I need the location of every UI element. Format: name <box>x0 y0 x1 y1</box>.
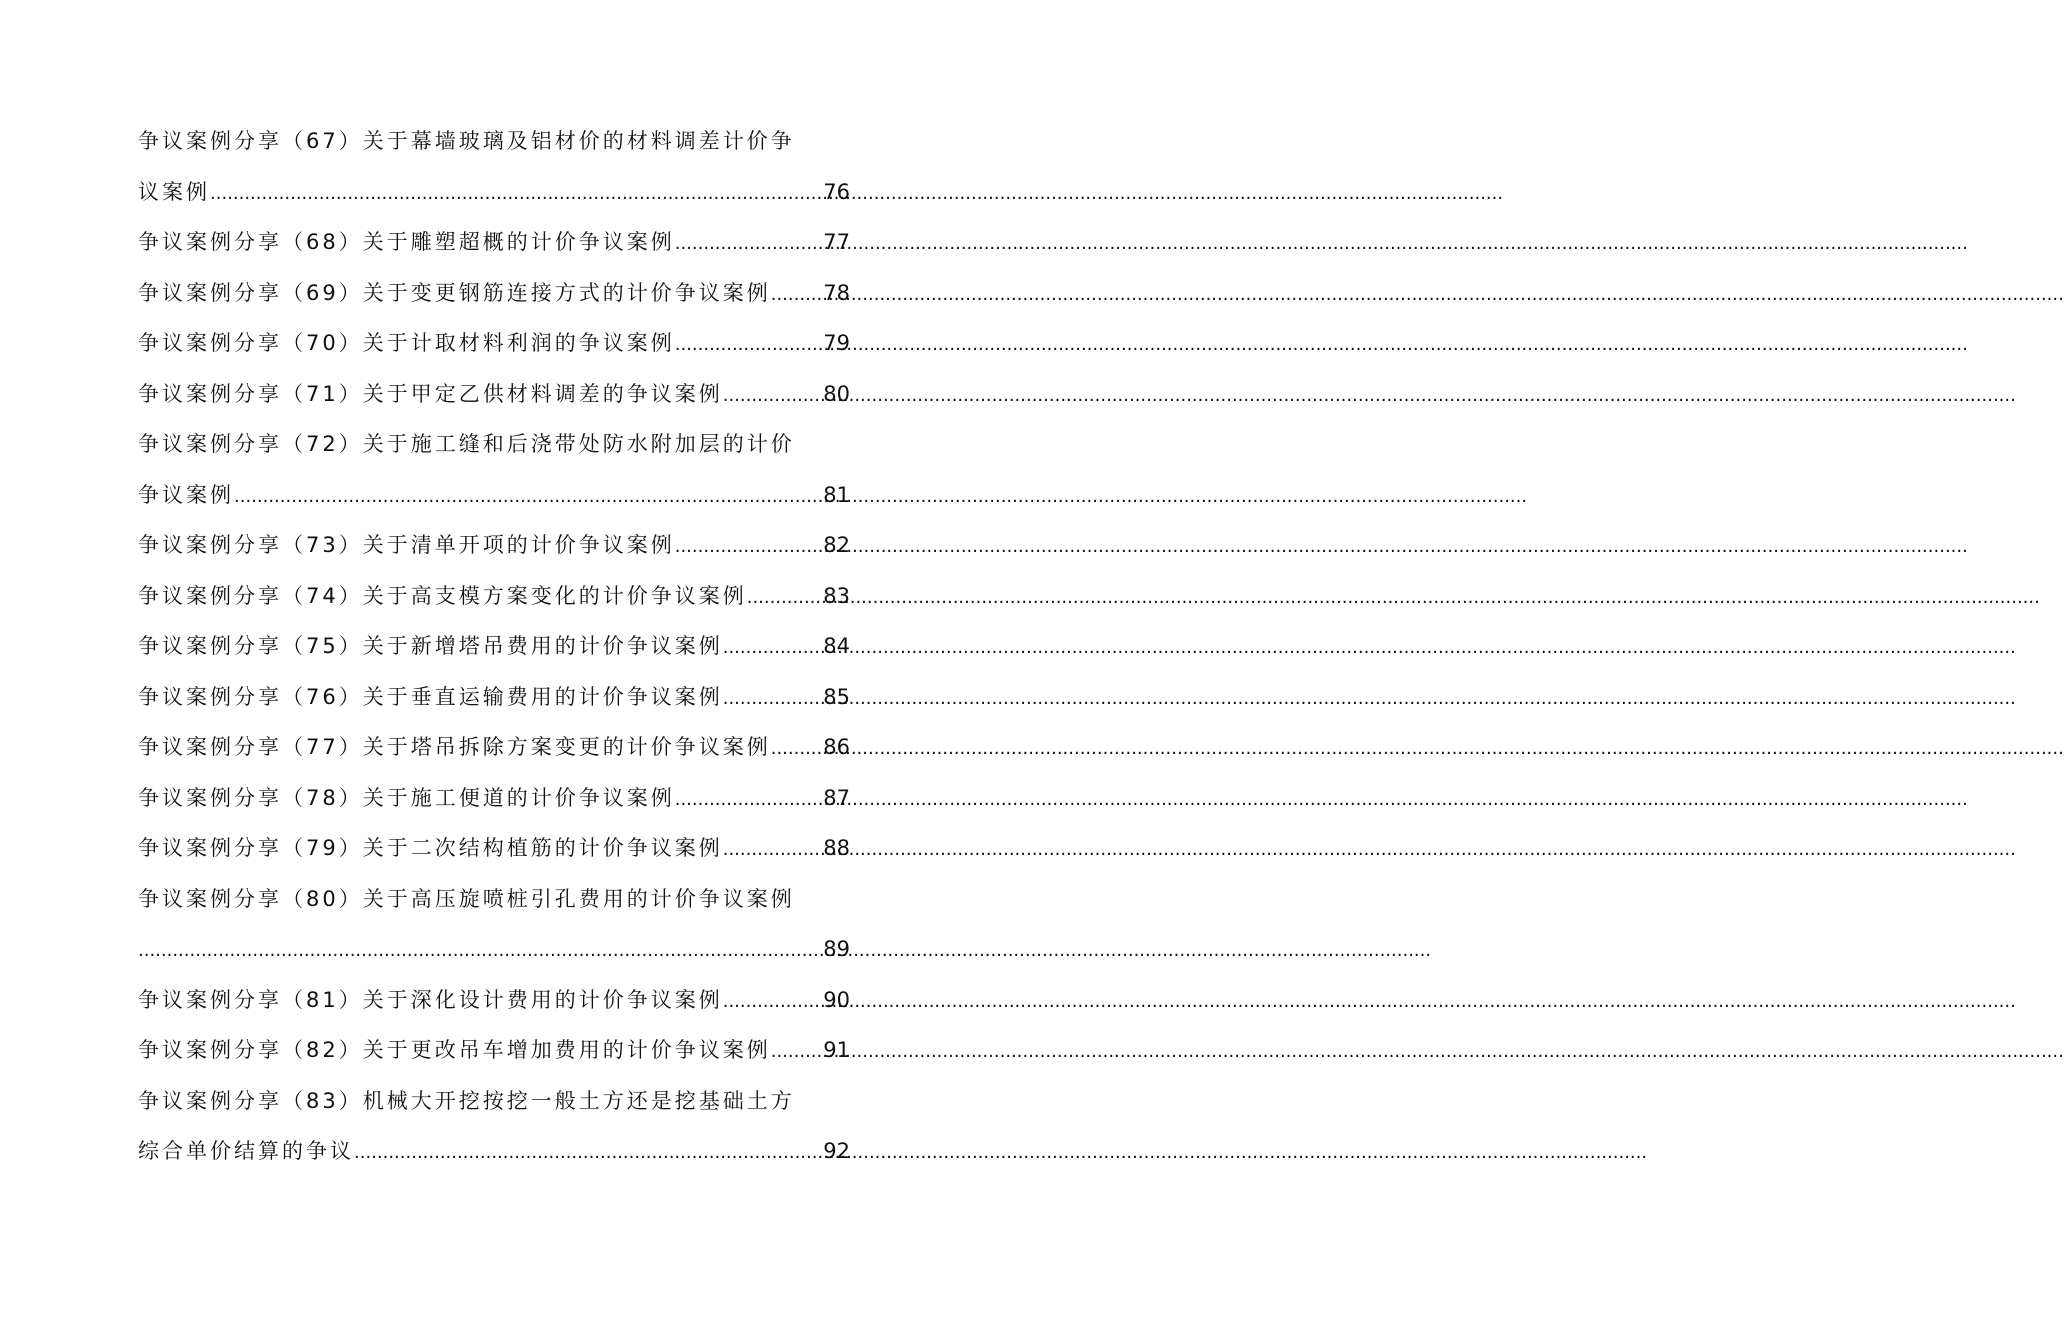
dot-leader <box>723 623 822 674</box>
toc-entry[interactable] <box>138 419 850 520</box>
toc-page-number: 80 <box>823 381 850 406</box>
toc-page-number: 78 <box>823 280 850 305</box>
toc-entry[interactable] <box>138 268 850 319</box>
dot-leader <box>771 270 822 321</box>
toc-entry[interactable] <box>138 823 850 874</box>
toc-page-number: 89 <box>823 937 850 961</box>
toc-entry-title: 争议案例分享（79）关于二次结构植筋的计价争议案例 <box>138 836 723 860</box>
toc-entry[interactable] <box>138 369 850 420</box>
toc-page-number: 91 <box>823 1038 850 1062</box>
toc-page-number: 92 <box>823 1139 850 1163</box>
toc-page-number: 85 <box>823 684 850 709</box>
toc-entry-title: 争议案例分享（73）关于清单开项的计价争议案例 <box>138 533 675 557</box>
toc-page-number: 84 <box>823 634 850 658</box>
toc-entry-title: 争议案例分享（83）机械大开挖按挖一般土方还是挖基础土方 <box>138 1088 795 1113</box>
toc-page-number: 87 <box>823 785 850 810</box>
toc-entry-title: 争议案例分享（78）关于施工便道的计价争议案例 <box>138 785 675 810</box>
toc-entry-title-continuation: 议案例 <box>138 179 210 204</box>
toc-page-number: 88 <box>823 836 850 860</box>
dot-leader <box>675 320 822 371</box>
toc-entry-title: 争议案例分享（81）关于深化设计费用的计价争议案例 <box>138 987 723 1012</box>
dot-leader <box>771 1027 822 1078</box>
toc-entry-title: 争议案例分享（69）关于变更钢筋连接方式的计价争议案例 <box>138 280 771 305</box>
toc-entry-title: 争议案例分享（75）关于新增塔吊费用的计价争议案例 <box>138 634 723 658</box>
toc-page-number: 82 <box>823 533 850 557</box>
toc-entry-title-continuation: 争议案例 <box>138 482 234 507</box>
dot-leader <box>210 169 821 220</box>
toc-entry-title: 争议案例分享（72）关于施工缝和后浇带处防水附加层的计价 <box>138 432 795 456</box>
toc-entry[interactable] <box>138 1025 850 1076</box>
table-of-contents <box>138 116 850 1177</box>
toc-entry-title: 争议案例分享（80）关于高压旋喷桩引孔费用的计价争议案例 <box>138 886 795 911</box>
dot-leader <box>723 674 822 725</box>
toc-entry-title-continuation: 综合单价结算的争议 <box>138 1139 354 1163</box>
dot-leader <box>354 1128 821 1179</box>
dot-leader <box>723 825 822 876</box>
toc-entry-title: 争议案例分享（68）关于雕塑超概的计价争议案例 <box>138 230 675 254</box>
dot-leader <box>723 977 822 1028</box>
toc-entry[interactable] <box>138 672 850 723</box>
dot-leader <box>138 926 821 977</box>
toc-page-number: 76 <box>823 179 850 204</box>
toc-page-number: 86 <box>823 735 850 759</box>
toc-entry-title: 争议案例分享（70）关于计取材料利润的争议案例 <box>138 331 675 355</box>
toc-entry-title: 争议案例分享（76）关于垂直运输费用的计价争议案例 <box>138 684 723 709</box>
toc-page-number: 79 <box>823 331 850 355</box>
toc-entry[interactable] <box>138 318 850 369</box>
dot-leader <box>747 573 822 624</box>
toc-entry[interactable] <box>138 1076 850 1177</box>
dot-leader <box>675 219 822 270</box>
toc-page-number: 83 <box>823 583 850 608</box>
toc-entry[interactable] <box>138 975 850 1026</box>
toc-entry[interactable] <box>138 571 850 622</box>
toc-entry-title: 争议案例分享（77）关于塔吊拆除方案变更的计价争议案例 <box>138 735 771 759</box>
toc-entry[interactable] <box>138 773 850 824</box>
toc-entry[interactable] <box>138 874 850 975</box>
dot-leader <box>234 472 821 523</box>
dot-leader <box>675 775 822 826</box>
toc-entry[interactable] <box>138 722 850 773</box>
toc-entry-title: 争议案例分享（67）关于幕墙玻璃及铝材价的材料调差计价争 <box>138 129 795 153</box>
toc-entry[interactable] <box>138 520 850 571</box>
toc-page-number: 90 <box>823 987 850 1012</box>
toc-entry[interactable] <box>138 116 850 217</box>
toc-entry[interactable] <box>138 621 850 672</box>
toc-entry[interactable] <box>138 217 850 268</box>
toc-entry-title: 争议案例分享（71）关于甲定乙供材料调差的争议案例 <box>138 381 723 406</box>
toc-entry-title: 争议案例分享（74）关于高支模方案变化的计价争议案例 <box>138 583 747 608</box>
dot-leader <box>771 724 822 775</box>
toc-page-number: 81 <box>823 482 850 507</box>
toc-page-number: 77 <box>823 230 850 254</box>
toc-entry-title: 争议案例分享（82）关于更改吊车增加费用的计价争议案例 <box>138 1038 771 1062</box>
dot-leader <box>723 371 822 422</box>
dot-leader <box>675 522 822 573</box>
